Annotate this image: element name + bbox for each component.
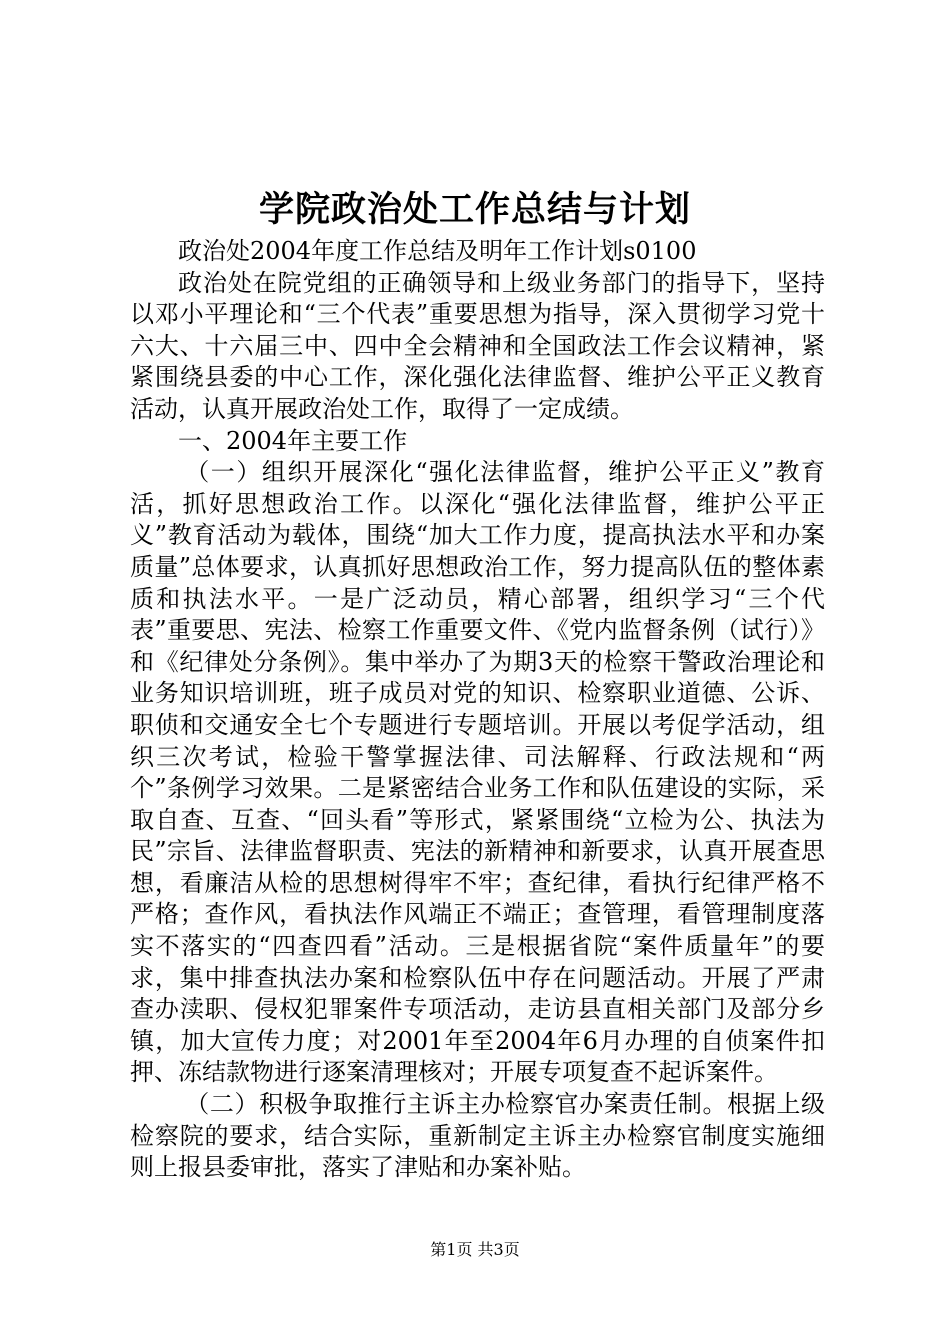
page-number-footer: 第1页 共3页 <box>430 1240 520 1259</box>
document-subtitle: 政治处2004年度工作总结及明年工作计划s0100 <box>178 237 697 265</box>
paragraph-item-2: （二）积极争取推行主诉主办检察官办案责任制。根据上级检察院的要求，结合实际，重新制定主诉主办检察官制度实施细则上报县委审批，落实了津贴和办案补贴。 <box>130 1090 825 1182</box>
paragraph-intro: 政治处在院党组的正确领导和上级业务部门的指导下，坚持以邓小平理论和“三个代表”重要思想为指导，深入贯彻学习党十六大、十六届三中、四中全会精神和全国政法工作会议精神，紧紧围绕县委的中心工作，深化强化法律监督、维护公平正义教育活动，认真开展政治处工作，取得了一定成绩。 <box>130 268 825 423</box>
document-body <box>130 236 825 1184</box>
document-title: 学院政治处工作总结与计划 <box>258 189 691 230</box>
section-heading: 一、2004年主要工作 <box>178 426 408 455</box>
paragraph-item-1: （一）组织开展深化“强化法律监督，维护公平正义”教育活，抓好思想政治工作。以深化“强化法律监督，维护公平正义”教育活动为载体，围绕“加大工作力度，提高执法水平和办案质量”总体要求，认真抓好思想政治工作，努力提高队伍的整体素质和执法水平。一是广泛动员，精心部署，组织学习“三个代表”重要思、宪法、检察工作重要文件、《党内监督条例（试行）》和《纪律处分条例》。集中举办了为期3天的检察干警政治理论和业务知识培训班，班子成员对党的知识、检察职业道德、公诉、职侦和交通安全七个专题进行专题培训。开展以考促学活动，组织三次考试，检验干警掌握法律、司法解释、行政法规和“两个”条例学习效果。二是紧密结合业务工作和队伍建设的实际，采取自查、互查、“回头看”等形式，紧紧围绕“立检为公、执法为民”宗旨、法律监督职责、宪法的新精神和新要求，认真开展查思想，看廉洁从检的思想树得牢不牢；查纪律，看执行纪律严格不严格；查作风，看执法作风端正不端正；查管理，看管理制度落实不落实的“四查四看”活动。三是根据省院“案件质量年”的要求，集中排查执法办案和检察队伍中存在问题活动。开展了严肃查办渎职、侵权犯罪案件专项活动，走访县直相关部门及部分乡镇，加大宣传力度；对2001年至2004年6月办理的自侦案件扣押、冻结款物进行逐案清理核对；开展专项复查不起诉案件。 <box>130 458 825 1087</box>
